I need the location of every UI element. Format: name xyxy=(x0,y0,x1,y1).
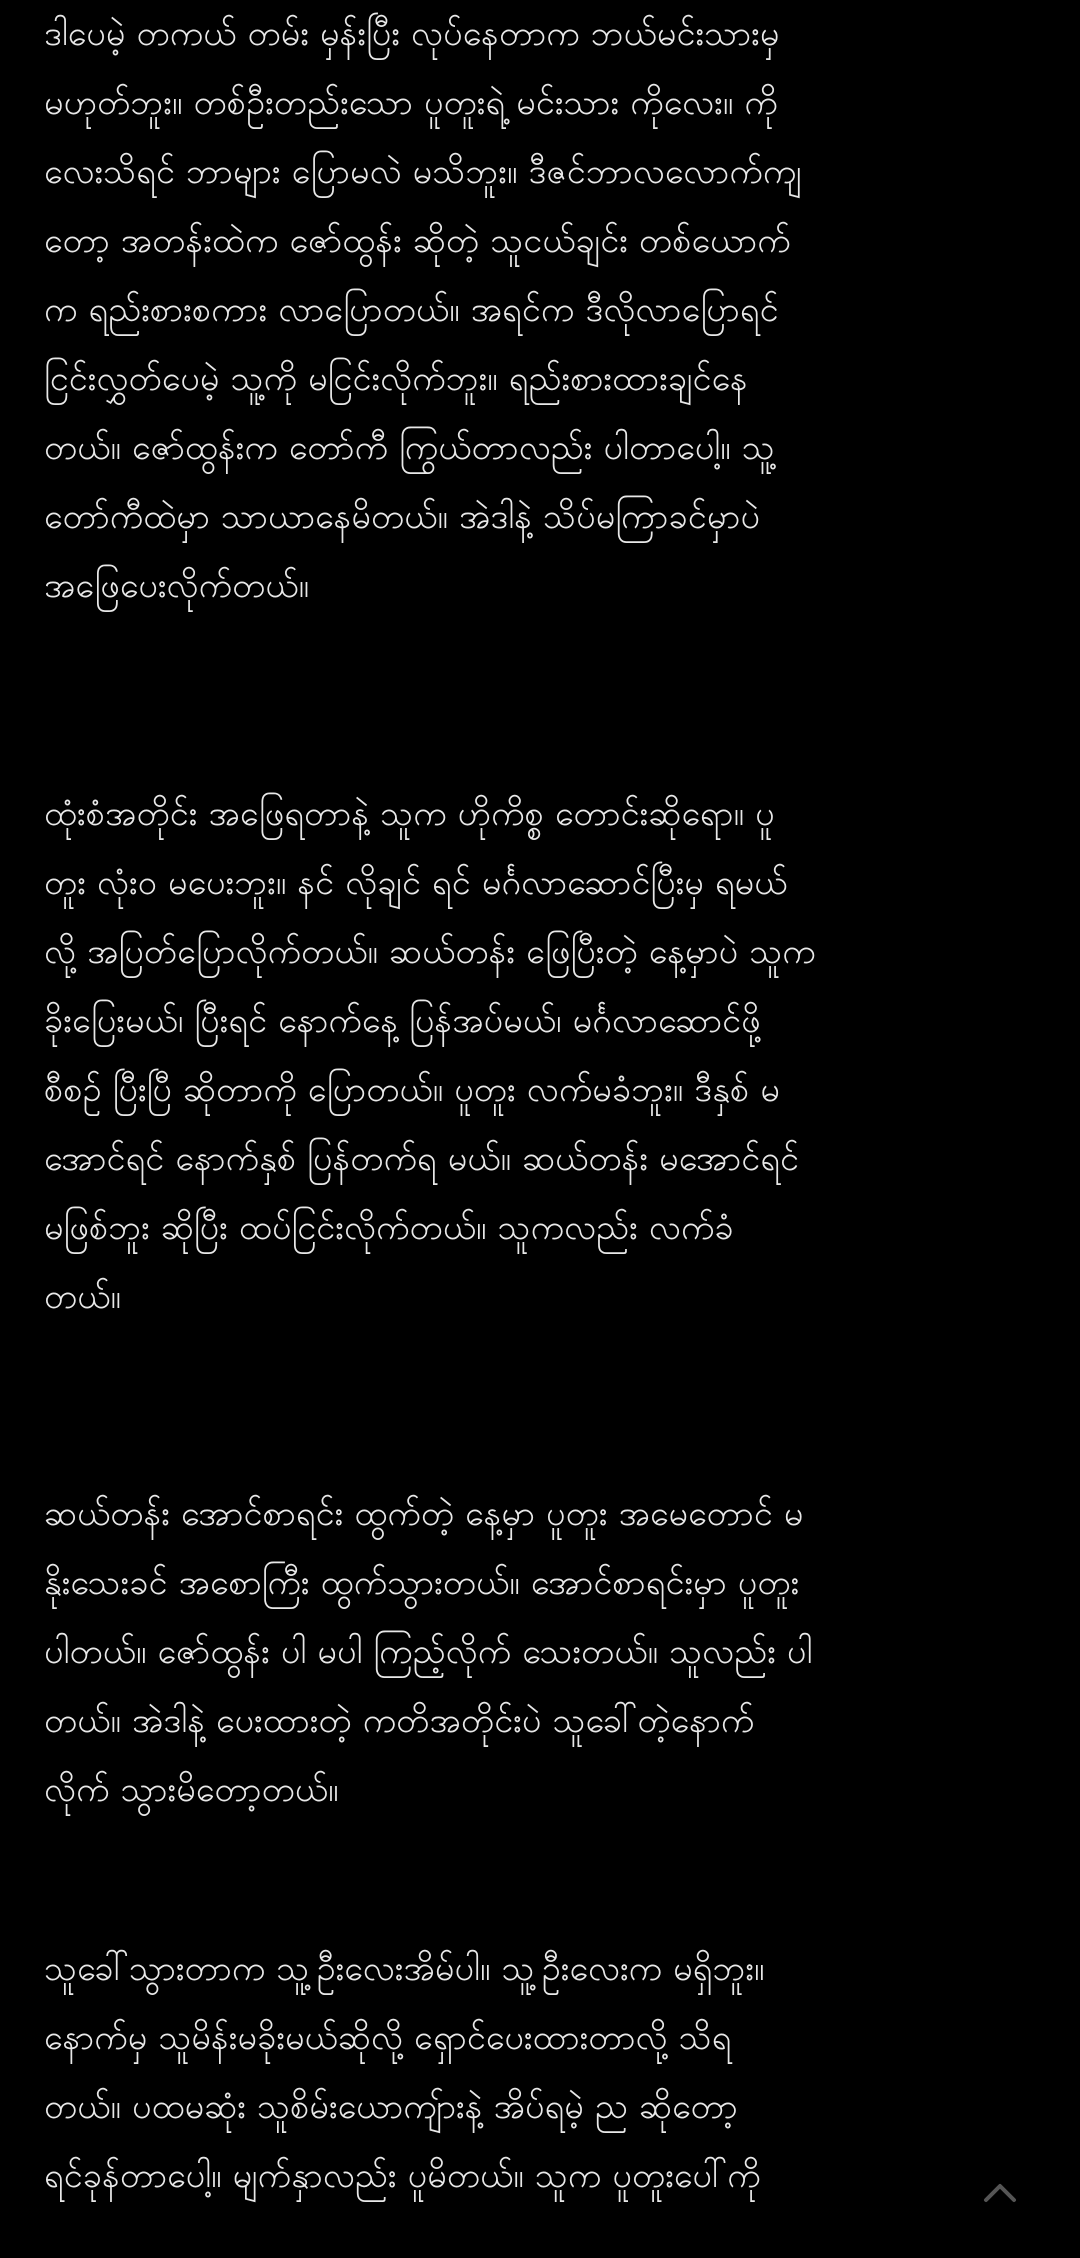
text-line: တူး လုံးဝ မပေးဘူး။ နင် လိုချင် ရင် မင်္ဂလာဆောင်ပြီးမှ ရမယ် xyxy=(44,863,788,903)
text-line: ဆယ်တန်း အောင်စာရင်း ထွက်တဲ့ နေ့မှာ ပူတူး အမေတောင် မ xyxy=(44,1494,804,1534)
text-line: ငြင်းလွှတ်ပေမဲ့ သူ့ကို မငြင်းလိုက်ဘူး။ ရည်းစားထားချင်နေ xyxy=(44,359,748,399)
text-line: တော့ အတန်းထဲက ဇော်ထွန်း ဆိုတဲ့ သူငယ်ချင်း တစ်ယောက် xyxy=(44,221,791,261)
paragraph-4 xyxy=(44,1935,1034,2211)
text-line: ပါတယ်။ ဇော်ထွန်း ပါ မပါ ကြည့်လိုက် သေးတယ်။ သူလည်း ပါ xyxy=(44,1632,813,1672)
chevron-up-icon xyxy=(982,2180,1018,2204)
text-line: အဖြေပေးလိုက်တယ်။ xyxy=(44,566,310,606)
text-line: တယ်။ xyxy=(44,1277,122,1317)
text-line: လို့ အပြတ်ပြောလိုက်တယ်။ ဆယ်တန်း ဖြေပြီးတဲ့ နေ့မှာပဲ သူက xyxy=(44,932,816,972)
text-line: ဒါပေမဲ့ တကယ် တမ်း မှန်းပြီး လုပ်နေတာက ဘယ်မင်းသားမှ xyxy=(44,14,780,54)
text-line: စီစဉ် ပြီးပြီ ဆိုတာကို ပြောတယ်။ ပူတူး လက်မခံဘူး။ ဒီနှစ် မ xyxy=(44,1070,780,1110)
text-line: သူခေါ်သွားတာက သူ့ဦးလေးအိမ်ပါ။ သူ့ဦးလေးက မရှိဘူး။ xyxy=(44,1949,765,1989)
paragraph-3 xyxy=(44,1480,1034,1825)
text-line: နိုးသေးခင် အစောကြီး ထွက်သွားတယ်။ အောင်စာရင်းမှာ ပူတူး xyxy=(44,1563,800,1603)
text-line: အောင်ရင် နောက်နှစ် ပြန်တက်ရ မယ်။ ဆယ်တန်း မအောင်ရင် xyxy=(44,1139,800,1179)
text-line: တော်ကီထဲမှာ သာယာနေမိတယ်။ အဲဒါနဲ့ သိပ်မကြာခင်မှာပဲ xyxy=(44,497,761,537)
text-line: လိုက် သွားမိတော့တယ်။ xyxy=(44,1770,339,1810)
paragraph-2 xyxy=(44,780,1034,1332)
text-line: လေးသိရင် ဘာများ ပြောမလဲ မသိဘူး။ ဒီဇင်ဘာလလောက်ကျ xyxy=(44,152,802,192)
text-line: တယ်။ ဇော်ထွန်းက တော်ကီ ကြွယ်တာလည်း ပါတာပေါ့။ သူ့ xyxy=(44,428,775,468)
text-line: မဖြစ်ဘူး ဆိုပြီး ထပ်ငြင်းလိုက်တယ်။ သူကလည်း လက်ခံ xyxy=(44,1208,734,1248)
text-line: တယ်။ ပထမဆုံး သူစိမ်းယောကျ်ားနဲ့ အိပ်ရမဲ့ ည ဆိုတော့ xyxy=(44,2087,738,2127)
text-line: တယ်။ အဲဒါနဲ့ ပေးထားတဲ့ ကတိအတိုင်းပဲ သူခေါ်တဲ့နောက် xyxy=(44,1701,755,1741)
text-line: က ရည်းစားစကား လာပြောတယ်။ အရင်က ဒီလိုလာပြောရင် xyxy=(44,290,779,330)
scroll-to-top-button[interactable] xyxy=(978,2170,1022,2214)
text-line: ခိုးပြေးမယ်၊ ပြီးရင် နောက်နေ့ ပြန်အပ်မယ်၊ မင်္ဂလာဆောင်ဖို့ xyxy=(44,1001,761,1041)
text-line: ရင်ခုန်တာပေါ့။ မျက်နှာလည်း ပူမိတယ်။ သူက ပူတူးပေါ်ကို xyxy=(44,2156,761,2196)
text-line: မဟုတ်ဘူး။ တစ်ဦးတည်းသော ပူတူးရဲ့ မင်းသား ကိုလေး။ ကို xyxy=(44,83,778,123)
text-line: ထုံးစံအတိုင်း အဖြေရတာနဲ့ သူက ဟိုကိစ္စ တောင်းဆိုရော။ ပူ xyxy=(44,794,775,834)
text-line: နောက်မှ သူမိန်းမခိုးမယ်ဆိုလို့ ရှောင်ပေးထားတာလို့ သိရ xyxy=(44,2018,732,2058)
paragraph-1 xyxy=(44,0,1034,621)
